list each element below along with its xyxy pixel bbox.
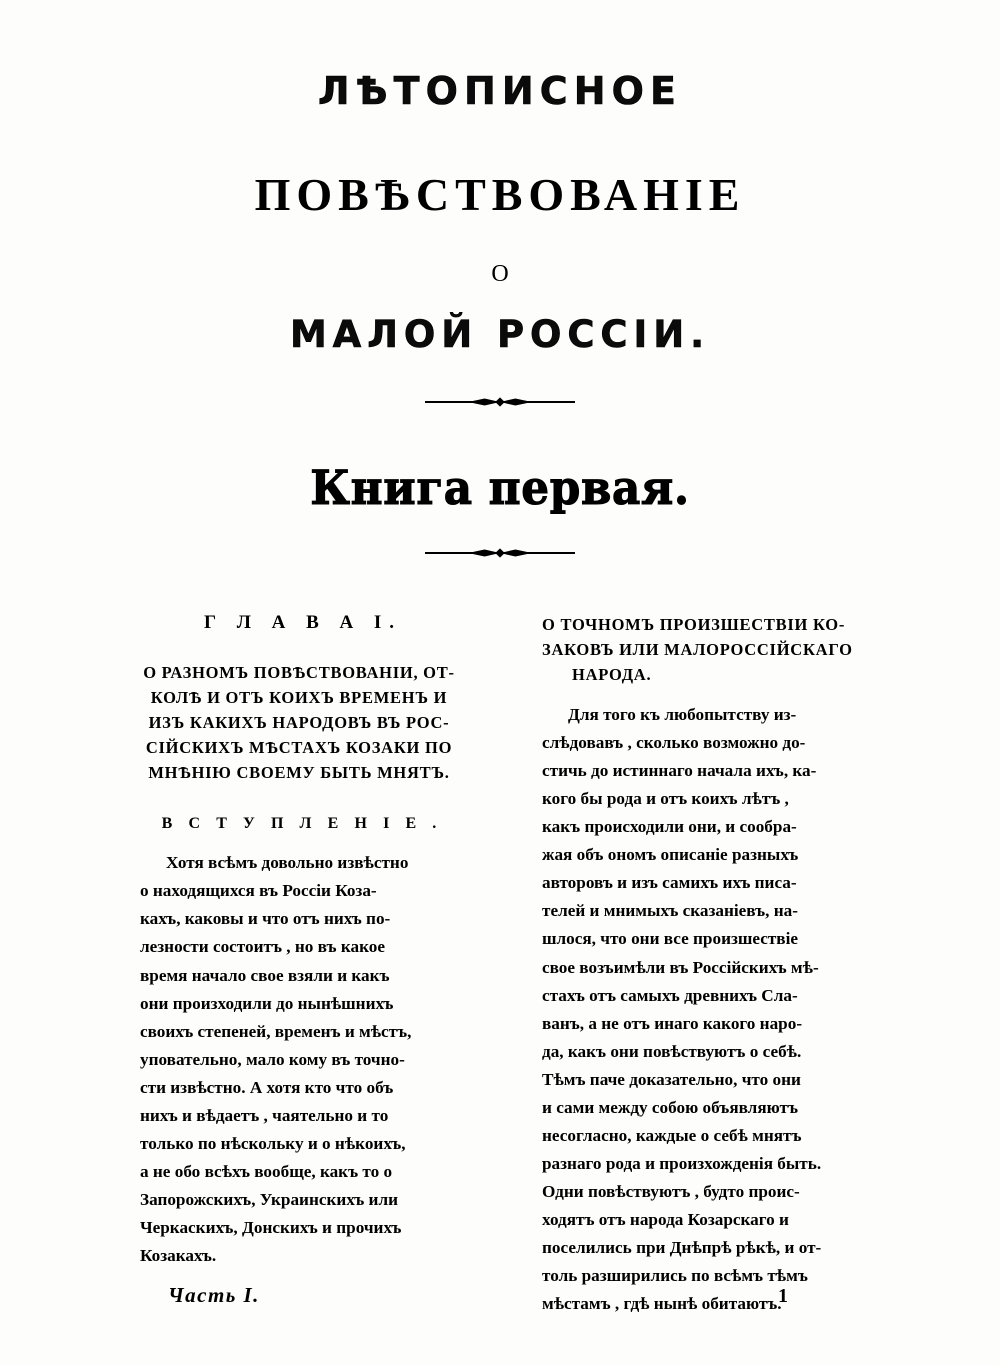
body-line: слѣдовавъ , сколько возможно до- <box>542 733 806 753</box>
right-column-heading <box>542 612 860 687</box>
heading-line: О ТОЧНОМЪ ПРОИЗШЕСТВІИ КО- <box>542 615 846 634</box>
body-line: ходятъ отъ народа Козарскаго и <box>542 1209 789 1229</box>
body-line: несогласно, каждые о себѣ мнятъ <box>542 1125 802 1145</box>
left-column-heading <box>140 660 458 785</box>
body-line: шлося, что они все произшествіе <box>542 929 798 949</box>
body-line: нихъ и вѣдаетъ , чаятельно и то <box>140 1105 389 1125</box>
left-column <box>140 612 458 1318</box>
document-title-line-2: ПОВѢСТВОВАНІЕ <box>254 169 746 220</box>
ornamental-divider-top <box>0 389 1000 415</box>
body-line: толь разширились по всѣмъ тѣмъ <box>542 1265 808 1285</box>
body-line: разнаго рода и произхожденія быть. <box>542 1153 822 1173</box>
body-line: да, какъ они повѣствуютъ о себѣ. <box>542 1041 802 1061</box>
body-line: Хотя всѣмъ довольно извѣстно <box>166 853 409 873</box>
body-line: и сами между собою объявляютъ <box>542 1097 798 1117</box>
body-line: Козакахъ. <box>140 1245 217 1265</box>
heading-line: ЗАКОВЪ ИЛИ МАЛОРОССІЙСКАГО <box>542 640 853 660</box>
chapter-label: Г Л А В А I. <box>203 612 402 633</box>
section-label-introduction: В С Т У П Л Е Н І Е . <box>161 815 443 833</box>
body-line: жая объ ономъ описаніе разныхъ <box>542 845 799 865</box>
heading-line: МНѢНІЮ СВОЕМУ БЫТЬ МНЯТЪ. <box>148 763 450 783</box>
two-column-body <box>0 612 1000 1318</box>
body-line: телей и мнимыхъ сказаніевъ, на- <box>542 901 798 921</box>
body-line: время начало свое взяли и какъ <box>140 965 390 985</box>
heading-line: СІЙСКИХЪ МѢСТАХЪ КОЗАКИ ПО <box>145 738 453 758</box>
body-line: кахъ, каковы и что отъ нихъ по- <box>140 909 391 929</box>
body-line: стичь до истиннаго начала ихъ, ка- <box>542 761 817 781</box>
heading-line: КОЛѢ И ОТЪ КОИХЪ ВРЕМЕНЪ И <box>150 688 448 708</box>
heading-line: О РАЗНОМЪ ПОВѢСТВОВАНІИ, ОТ- <box>143 663 455 682</box>
body-line: а не обо всѣхъ вообще, какъ то о <box>140 1161 393 1181</box>
body-line: ванъ, а не отъ инаго какого наро- <box>542 1013 803 1033</box>
body-line: о находящихся въ Россіи Коза- <box>140 881 377 901</box>
right-column <box>542 612 860 1318</box>
body-line: Тѣмъ паче доказательно, что они <box>542 1069 801 1089</box>
ornamental-divider-bottom <box>0 540 1000 566</box>
right-column-body <box>542 701 860 1318</box>
body-line: только по нѣскольку и о нѣкоихъ, <box>140 1133 406 1153</box>
body-line: поселились при Днѣпрѣ рѣкѣ, и от- <box>542 1237 822 1257</box>
book-number-heading: Книга первая. <box>310 461 690 516</box>
body-line: авторовъ и изъ самихъ ихъ писа- <box>542 873 797 893</box>
title-connector: О <box>491 261 509 287</box>
volume-signature: Часть I. <box>168 1283 260 1307</box>
body-line: какъ происходили они, и сообра- <box>542 817 797 837</box>
body-line: сти извѣстно. А хотя кто что объ <box>140 1077 394 1097</box>
document-title-line-3: МАЛОЙ РОССІИ. <box>0 316 1000 353</box>
body-line: они произходили до нынѣшнихъ <box>140 993 394 1013</box>
heading-line: ИЗЪ КАКИХЪ НАРОДОВЪ ВЪ РОС- <box>148 713 450 733</box>
left-column-body <box>140 849 458 1269</box>
body-line: Запорожскихъ, Украинскихъ или <box>140 1189 399 1209</box>
body-line: Для того къ любопытству из- <box>568 705 797 725</box>
body-line: свое возъимѣли въ Россійскихъ мѣ- <box>542 957 819 977</box>
body-line: Одни повѣствуютъ , будто проис- <box>542 1181 800 1201</box>
heading-line: НАРОДА. <box>572 665 652 685</box>
body-line: мѣстамъ , гдѣ нынѣ обитаютъ. <box>542 1293 782 1313</box>
page-number: 1 <box>778 1285 788 1307</box>
body-line: лезности состоитъ , но въ какое <box>140 937 385 957</box>
body-line: уповательно, мало кому въ точно- <box>140 1049 405 1069</box>
page-footer <box>0 1283 1000 1311</box>
body-line: своихъ степеней, временъ и мѣстъ, <box>140 1021 412 1041</box>
title-block <box>0 0 1000 356</box>
body-line: кого бы рода и отъ коихъ лѣтъ , <box>542 789 789 809</box>
body-line: Черкаскихъ, Донскихъ и прочихъ <box>140 1217 402 1237</box>
document-title-line-1: ЛѢТОПИСНОЕ <box>0 72 1000 110</box>
body-line: стахъ отъ самыхъ древнихъ Сла- <box>542 985 798 1005</box>
